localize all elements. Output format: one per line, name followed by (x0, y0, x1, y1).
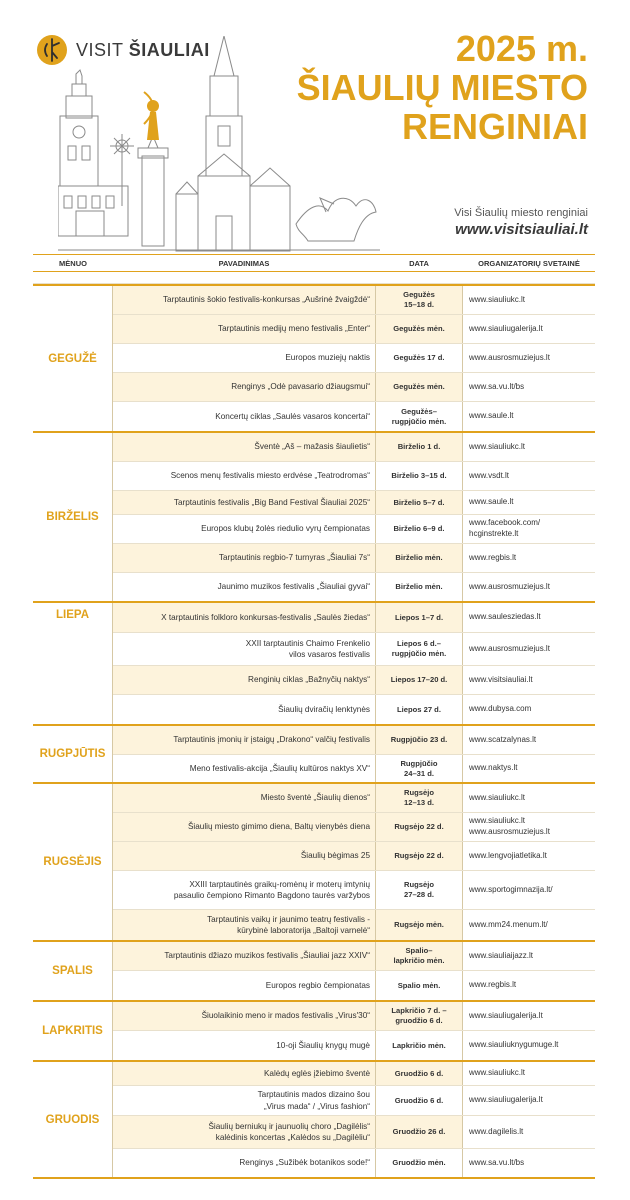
subtitle (454, 207, 588, 238)
organizer-website-link[interactable] (463, 755, 595, 782)
event-name-text: Tarptautinis regbio-7 turnyras „Šiauliai 7s“ (218, 553, 370, 563)
event-date-text: Rugpjūčio 24–31 d. (400, 758, 438, 778)
month-group (33, 1000, 595, 1060)
event-date (375, 813, 463, 841)
event-date-text: Birželio 3–15 d. (391, 471, 447, 481)
event-name (113, 603, 375, 632)
organizer-website-link-text[interactable]: www.ausrosmuziejus.lt (469, 643, 550, 653)
event-date-text: Gruodžio mėn. (392, 1158, 446, 1168)
event-date-text: Birželio 6–9 d. (393, 524, 445, 534)
event-rows (113, 603, 595, 724)
organizer-website-link-text[interactable]: www.siauliugalerija.lt (469, 323, 543, 333)
event-date (375, 286, 463, 314)
organizer-website-link[interactable] (463, 344, 595, 372)
organizer-website-link[interactable] (463, 871, 595, 909)
organizer-website-link-text[interactable]: www.saulesziedas.lt (469, 612, 541, 622)
event-date-text: Birželio 1 d. (397, 442, 441, 452)
event-date (375, 433, 463, 461)
table-row (113, 1086, 595, 1116)
event-name (113, 784, 375, 812)
event-name-text: Šiaulių dviračių lenktynės (278, 704, 370, 714)
event-date-text: Rugpjūčio 23 d. (390, 735, 448, 745)
event-date (375, 491, 463, 514)
table-row (113, 1031, 595, 1060)
table-row (113, 286, 595, 315)
event-name-text: Scenos menų festivalis miesto erdvėse „Teatrodromas“ (170, 471, 370, 481)
organizer-website-link-text[interactable]: www.ausrosmuziejus.lt (469, 352, 550, 362)
organizer-website-link[interactable] (463, 402, 595, 431)
month-label: RUGPJŪTIS (33, 726, 113, 782)
organizer-website-link[interactable] (463, 603, 595, 632)
organizer-website-link[interactable] (463, 1062, 595, 1085)
table-row (113, 491, 595, 515)
event-date (375, 573, 463, 601)
event-date (375, 695, 463, 724)
event-name (113, 813, 375, 841)
event-rows (113, 942, 595, 1000)
table-row (113, 1062, 595, 1086)
event-name (113, 1116, 375, 1148)
organizer-website-link[interactable] (463, 1031, 595, 1060)
table-row (113, 726, 595, 755)
month-label: LIEPA (33, 603, 113, 724)
table-row (113, 373, 595, 402)
month-group (33, 431, 595, 601)
organizer-website-link[interactable] (463, 942, 595, 970)
event-date-text: Gruodžio 6 d. (394, 1068, 444, 1078)
table-row (113, 971, 595, 1000)
event-date (375, 603, 463, 632)
event-date (375, 666, 463, 694)
table-row (113, 544, 595, 573)
organizer-website-link[interactable] (463, 695, 595, 724)
month-label: LAPKRITIS (33, 1002, 113, 1060)
organizer-website-link-text[interactable]: www.naktys.lt (469, 763, 518, 773)
event-date-text: Gruodžio 26 d. (392, 1127, 446, 1137)
brand-name: VISIT ŠIAULIAI (76, 39, 210, 60)
event-name (113, 433, 375, 461)
event-date-text: Rugsėjo 22 d. (394, 851, 444, 861)
month-label: GRUODIS (33, 1062, 113, 1177)
month-label: SPALIS (33, 942, 113, 1000)
organizer-website-link[interactable] (463, 573, 595, 601)
event-date (375, 1002, 463, 1030)
event-date-text: Gegužės– rugpjūčio mėn. (391, 406, 447, 426)
month-group (33, 724, 595, 782)
event-date-text: Liepos 17–20 d. (390, 675, 448, 685)
organizer-website-link-text[interactable]: www.regbis.lt (469, 552, 517, 562)
organizer-website-link[interactable] (463, 433, 595, 461)
organizer-website-link-text[interactable]: www.siauliukc.lt (469, 1068, 526, 1078)
organizer-website-link-text[interactable]: www.lengvojiatletika.lt (469, 850, 547, 860)
event-rows (113, 1062, 595, 1177)
event-name-text: Meno festivalis-akcija „Šiaulių kultūros naktys XV“ (189, 763, 370, 773)
organizer-website-link[interactable] (463, 633, 595, 665)
event-name-text: Renginys „Sužibėk botanikos sode!“ (239, 1158, 370, 1168)
table-row (113, 603, 595, 633)
organizer-website-link[interactable] (463, 462, 595, 490)
event-name-text: Šventė „Aš – mažasis šiaulietis“ (254, 442, 370, 452)
event-date (375, 1062, 463, 1085)
table-row (113, 666, 595, 695)
organizer-website-link[interactable] (463, 515, 595, 543)
event-date (375, 515, 463, 543)
event-name (113, 462, 375, 490)
organizer-website-link-text[interactable]: www.siauliaijazz.lt (469, 950, 534, 960)
organizer-website-link[interactable] (463, 286, 595, 314)
table-row (113, 433, 595, 462)
event-name (113, 373, 375, 401)
event-date (375, 1149, 463, 1177)
table-row (113, 573, 595, 601)
organizer-website-link-text[interactable]: www.regbis.lt (469, 980, 517, 990)
table-row (113, 633, 595, 666)
event-name (113, 726, 375, 754)
organizer-website-link[interactable] (463, 666, 595, 694)
event-name-text: Tarptautinis įmonių ir įstaigų „Drakono“ valčių festivalis (173, 735, 370, 745)
event-name-text: Europos regbio čempionatas (265, 980, 370, 990)
event-name-text: XXII tarptautinis Chaimo Frenkelio vilos vasaros festivalis (245, 638, 370, 659)
event-date (375, 1086, 463, 1115)
event-name (113, 402, 375, 431)
organizer-website-link-text[interactable]: www.siauliukc.lt www.ausrosmuziejus.lt (469, 816, 550, 836)
event-date (375, 344, 463, 372)
event-rows (113, 433, 595, 601)
table-row (113, 462, 595, 491)
event-name-text: Koncertų ciklas „Saulės vasaros koncertai“ (215, 411, 370, 421)
event-name (113, 1031, 375, 1060)
organizer-website-link-text[interactable]: www.dagilelis.lt (469, 1126, 524, 1136)
event-name-text: Šiuolaikinio meno ir mados festivalis „Virus'30“ (201, 1011, 370, 1021)
month-group (33, 940, 595, 1000)
event-date (375, 462, 463, 490)
header-site: ORGANIZATORIŲ SVETAINĖ (478, 258, 580, 268)
organizer-website-link-text[interactable]: www.visitsiauliai.lt (469, 674, 533, 684)
event-name-text: Europos muziejų naktis (285, 353, 370, 363)
event-name-text: Šiaulių bėgimas 25 (300, 851, 370, 861)
event-date (375, 842, 463, 870)
event-name (113, 1086, 375, 1115)
event-name-text: Tarptautinis džiazo muzikos festivalis „Šiauliai jazz XXIV“ (164, 951, 370, 961)
event-name (113, 755, 375, 782)
table-row (113, 784, 595, 813)
table-row (113, 842, 595, 871)
event-date-text: Lapkričio mėn. (392, 1040, 446, 1050)
event-name-text: Europos klubų žolės riedulio vyrų čempionatas (201, 524, 370, 534)
event-name-text: 10-oji Šiaulių knygų mugė (276, 1040, 370, 1050)
event-name-text: Tarptautinis medijų meno festivalis „Enter“ (218, 324, 370, 334)
header (0, 0, 630, 258)
event-name-text: Šiaulių berniukų ir jaunuolių choro „Dagilėlis“ kalėdinis koncertas „Kalėdos su „Dagilėliu“ (208, 1121, 370, 1142)
organizer-website-link[interactable] (463, 1116, 595, 1148)
event-date-text: Lapkričio 7 d. – gruodžio 6 d. (391, 1006, 447, 1025)
event-date (375, 402, 463, 431)
event-name (113, 695, 375, 724)
organizer-website-link[interactable] (463, 544, 595, 572)
organizer-website-link-text[interactable]: www.dubysa.com (469, 704, 532, 714)
organizer-website-link-text[interactable]: www.sportogimnazija.lt/ (469, 884, 553, 894)
subtitle-text: Visi Šiaulių miesto renginiai (454, 207, 588, 219)
organizer-website-link[interactable] (463, 491, 595, 514)
title-line-1: ŠIAULIŲ MIESTO (296, 66, 588, 108)
header-name: PAVADINIMAS (218, 258, 270, 268)
event-name (113, 942, 375, 970)
event-date (375, 1116, 463, 1148)
event-date-text: Liepos 1–7 d. (394, 612, 444, 622)
event-date-text: Spalio mėn. (397, 980, 441, 990)
event-date (375, 726, 463, 754)
event-name (113, 633, 375, 665)
event-date-text: Rugsėjo 22 d. (394, 822, 444, 832)
table-bottom-rule (33, 1177, 595, 1179)
header-date: DATA (409, 258, 429, 268)
organizer-website-link-text[interactable]: www.scatzalynas.lt (469, 734, 537, 744)
organizer-website-link[interactable] (463, 971, 595, 1000)
event-name-text: Šiaulių miesto gimimo diena, Baltų vienybės diena (187, 822, 370, 832)
event-name-text: XXIII tarptautinės graikų-romėnų ir moterų imtynių pasaulio čempiono Rimanto Bagdono taurės varžybos (173, 879, 370, 900)
organizer-website-link-text[interactable]: www.facebook.com/ hcginstrekte.lt (469, 518, 541, 538)
table-row (113, 910, 595, 940)
organizer-website-link-text[interactable]: www.siauliuknygumuge.lt (469, 1040, 559, 1050)
event-date-text: Birželio mėn. (395, 582, 443, 592)
organizer-website-link-text[interactable]: www.ausrosmuziejus.lt (469, 581, 550, 591)
table-row (113, 1116, 595, 1149)
month-label: GEGUŽĖ (33, 286, 113, 431)
table-row (113, 755, 595, 782)
organizer-website-link[interactable] (463, 726, 595, 754)
event-rows (113, 286, 595, 431)
month-label: BIRŽELIS (33, 433, 113, 601)
event-date-text: Liepos 6 d.– rugpjūčio mėn. (391, 639, 447, 658)
organizer-website-link[interactable] (463, 813, 595, 841)
event-date (375, 755, 463, 782)
event-name (113, 910, 375, 940)
event-name-text: Tarptautinis festivalis „Big Band Festival Šiauliai 2025“ (173, 497, 370, 507)
table-row (113, 942, 595, 971)
event-name (113, 544, 375, 572)
event-date (375, 971, 463, 1000)
event-name (113, 971, 375, 1000)
event-name (113, 344, 375, 372)
event-name-text: X tarptautinis folkloro konkursas-festivalis „Saulės žiedas“ (161, 612, 370, 622)
table-spacer (33, 272, 595, 284)
event-rows (113, 726, 595, 782)
month-group (33, 601, 595, 724)
table-row (113, 402, 595, 431)
event-date (375, 910, 463, 940)
event-date-text: Liepos 27 d. (397, 704, 441, 714)
month-label: RUGSĖJIS (33, 784, 113, 940)
event-rows (113, 784, 595, 940)
event-name-text: Renginys „Odė pavasario džiaugsmui“ (231, 382, 370, 392)
organizer-website-link-text[interactable]: www.vsdt.lt (469, 470, 510, 480)
event-date (375, 544, 463, 572)
event-date-text: Rugsėjo 12–13 d. (404, 788, 434, 807)
organizer-website-link-text[interactable]: www.sa.vu.lt/bs (469, 381, 525, 391)
event-date-text: Birželio mėn. (395, 553, 443, 563)
event-name-text: Kalėdų eglės įžiebimo šventė (263, 1068, 370, 1078)
organizer-website-link[interactable] (463, 1149, 595, 1177)
event-name-text: Jaunimo muzikos festivalis „Šiauliai gyvai“ (217, 582, 370, 592)
event-name-text: Renginių ciklas „Bažnyčių naktys“ (248, 675, 370, 685)
organizer-website-link[interactable] (463, 910, 595, 940)
event-date-text: Rugsėjo mėn. (394, 920, 444, 930)
event-date (375, 942, 463, 970)
event-name (113, 315, 375, 343)
organizer-website-link[interactable] (463, 1002, 595, 1030)
month-group (33, 284, 595, 431)
event-date (375, 784, 463, 812)
event-date-text: Rugsėjo 27–28 d. (404, 880, 434, 899)
organizer-website-link-text[interactable]: www.siauliukc.lt (469, 441, 526, 451)
header-month: MĖNUO (59, 258, 87, 268)
organizer-website-link[interactable] (463, 784, 595, 812)
organizer-website-link-text[interactable]: www.sa.vu.lt/bs (469, 1157, 525, 1167)
month-groups (33, 284, 595, 1177)
event-name (113, 1062, 375, 1085)
event-name-text: Tarptautinis mados dizaino šou „Virus mada“ / „Virus fashion“ (257, 1090, 370, 1111)
organizer-website-link-text[interactable]: www.saule.lt (469, 497, 514, 507)
month-group (33, 1060, 595, 1177)
organizer-website-link-text[interactable]: www.siauliugalerija.lt (469, 1010, 543, 1020)
table-row (113, 515, 595, 544)
table-row (113, 1149, 595, 1177)
website-link[interactable]: www.visitsiauliai.lt (455, 221, 588, 238)
event-name (113, 286, 375, 314)
organizer-website-link[interactable] (463, 1086, 595, 1115)
organizer-website-link-text[interactable]: www.siauliugalerija.lt (469, 1095, 543, 1105)
event-date-text: Gegužės 15–18 d. (403, 290, 435, 309)
event-date (375, 373, 463, 401)
event-name-text: Tarptautinis šokio festivalis-konkursas „Aušrinė žvaigždė“ (162, 295, 370, 305)
table-row (113, 695, 595, 724)
table-row (113, 344, 595, 373)
page-title (297, 30, 588, 147)
event-date-text: Gegužės mėn. (393, 382, 445, 392)
event-date (375, 315, 463, 343)
event-name (113, 515, 375, 543)
event-name (113, 1149, 375, 1177)
title-year: 2025 m. (455, 28, 588, 69)
event-date-text: Gegužės mėn. (393, 324, 445, 334)
event-date (375, 871, 463, 909)
organizer-website-link[interactable] (463, 315, 595, 343)
event-name (113, 842, 375, 870)
title-line-2: RENGINIAI (401, 105, 588, 147)
table-row (113, 813, 595, 842)
event-date-text: Gruodžio 6 d. (394, 1095, 444, 1105)
organizer-website-link-text[interactable]: www.mm24.menum.lt/ (469, 919, 548, 929)
event-name (113, 871, 375, 909)
table-row (113, 1002, 595, 1031)
month-group (33, 782, 595, 940)
event-name (113, 666, 375, 694)
table-row (113, 315, 595, 344)
event-date (375, 1031, 463, 1060)
event-name (113, 573, 375, 601)
event-name (113, 491, 375, 514)
organizer-website-link-text[interactable]: www.saule.lt (469, 411, 514, 421)
event-rows (113, 1002, 595, 1060)
event-name-text: Tarptautinis vaikų ir jaunimo teatrų festivalis - kūrybinė laboratorija „Baltoji varnelė“ (207, 914, 370, 935)
organizer-website-link[interactable] (463, 842, 595, 870)
organizer-website-link-text[interactable]: www.siauliukc.lt (469, 294, 526, 304)
event-date-text: Birželio 5–7 d. (393, 497, 445, 507)
event-date (375, 633, 463, 665)
organizer-website-link[interactable] (463, 373, 595, 401)
organizer-website-link-text[interactable]: www.siauliukc.lt (469, 792, 526, 802)
event-date-text: Spalio– lapkričio mėn. (393, 946, 445, 965)
event-name (113, 1002, 375, 1030)
event-date-text: Gegužės 17 d. (393, 353, 445, 363)
table-header (33, 254, 595, 272)
event-name-text: Miesto šventė „Šiaulių dienos“ (260, 793, 370, 803)
events-table (33, 254, 595, 1170)
table-row (113, 871, 595, 910)
